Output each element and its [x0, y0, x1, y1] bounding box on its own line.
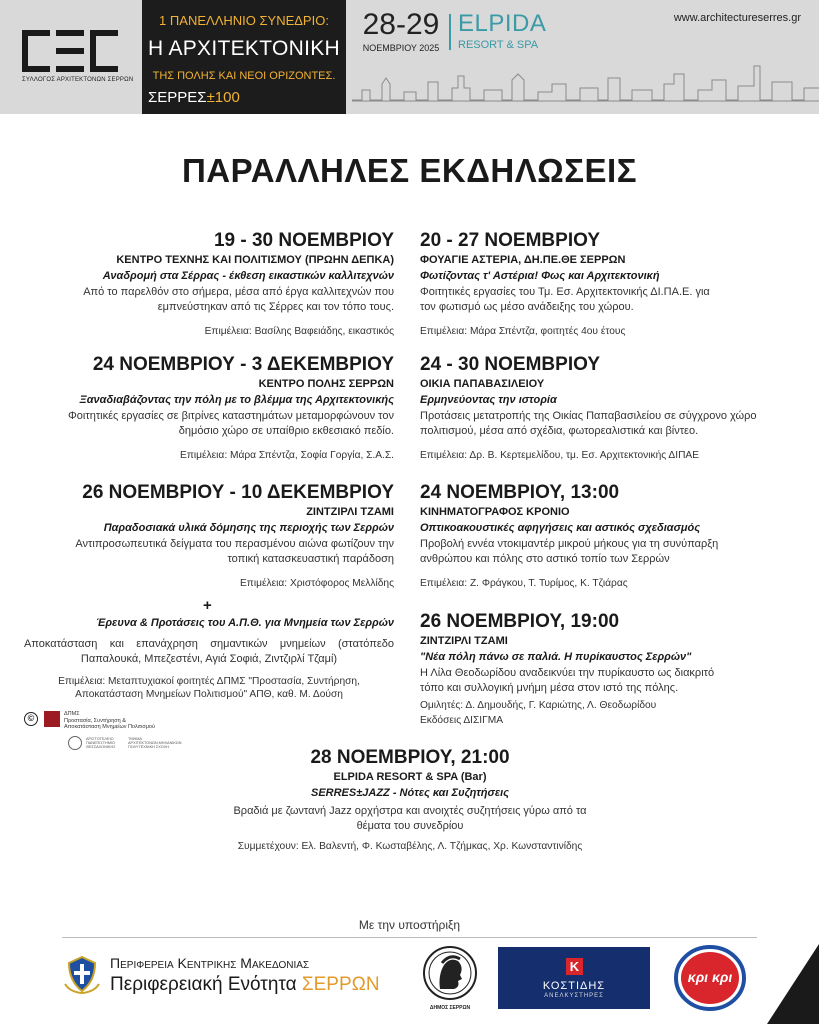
conference-line3: ΤΗΣ ΠΟΛΗΣ ΚΑΙ ΝΕΟΙ ΟΡΙΖΟΝΤΕΣ. — [152, 70, 336, 82]
event-curator: Επιμέλεια: Μάρα Σπέντζα, φοιτητές 4ου έτους — [420, 326, 626, 337]
region-line2 — [110, 974, 380, 996]
desc-line: Από το παρελθόν στο σήμερα, μέσα από έργα καλλιτεχνών που — [83, 286, 394, 298]
event-description — [420, 537, 800, 567]
curator-line: Επιμέλεια: Μεταπτυχιακοί φοιτητές ΔΠΜΣ "Προστασία, Συντήρηση, — [58, 676, 360, 687]
dept-line: ΠΟΛΥΤΕΧΝΙΚΗ ΣΧΟΛΗ — [128, 745, 169, 750]
event-subtitle: Ερμηνεύοντας την ιστορία — [420, 394, 557, 406]
corner-triangle-decoration — [767, 944, 819, 1024]
desc-line: Φοιτητικές εργασίες σε βιτρίνες καταστημάτων μεταμορφώνουν τον — [68, 410, 394, 422]
venue-name — [458, 10, 546, 51]
support-label: Με την υποστήριξη — [358, 918, 461, 932]
event-venue: ΖΙΝΤΖΙΡΛΙ ΤΖΑΜΙ — [306, 506, 394, 518]
event-card-apth — [24, 615, 394, 701]
event-date: 26 ΝΟΕΜΒΡΙΟΥ - 10 ΔΕΚΕΜΒΡΙΟΥ — [82, 482, 394, 503]
event-venue: ΦΟΥΑΓΙΕ ΑΣΤΕΡΙΑ, ΔΗ.ΠΕ.ΘΕ ΣΕΡΡΩΝ — [420, 254, 626, 266]
copyright-icon: © — [24, 712, 38, 726]
auth-line: ΠΑΝΕΠΙΣΤΗΜΙΟ — [86, 741, 115, 746]
event-subtitle: "Νέα πόλη πάνω σε παλιά. Η πυρίκαυστος Σερρών" — [420, 651, 692, 663]
desc-line: ανθρώπου και πόλης στο αστικό τοπίο των Σερρών — [420, 553, 670, 565]
plus-minus-100: ±100 — [206, 89, 240, 106]
event-curator — [24, 675, 394, 701]
desc-line: Αντιπροσωπευτικά δείγματα του περασμένου αιώνα φωτίζουν την — [75, 538, 394, 550]
dpms-logo — [24, 711, 224, 751]
auth-line: ΑΡΙΣΤΟΤΕΛΕΙΟ — [86, 737, 114, 741]
dpms-text — [64, 711, 155, 731]
website-link[interactable]: www.architectureserres.gr — [673, 12, 801, 24]
event-card — [24, 353, 394, 463]
city-skyline-illustration — [352, 54, 819, 102]
event-card — [420, 229, 800, 339]
dpms-red-square-icon — [44, 711, 60, 727]
event-card — [24, 229, 394, 339]
desc-line: τόπο και συλλογική μνήμη μέσα στον ιστό της πόλης. — [420, 682, 679, 694]
event-venue: ΚΕΝΤΡΟ ΤΕΧΝΗΣ ΚΑΙ ΠΟΛΙΤΙΣΜΟΥ (ΠΡΩΗΝ ΔΕΠΚΑ) — [116, 254, 394, 266]
event-description — [420, 285, 800, 315]
event-subtitle: Ξαναδιαβάζοντας την πόλη με το βλέμμα της Αρχιτεκτονικής — [79, 394, 394, 406]
desc-line: θέματα του συνεδρίου — [356, 820, 464, 832]
logo-text: ΣΥΛΛΟΓΟΣ ΑΡΧΙΤΕΚΤΟΝΩΝ ΣΕΡΡΩΝ — [22, 77, 134, 83]
event-card — [24, 481, 394, 591]
kostidis-logo — [498, 947, 650, 1009]
conference-line2: Η ΑΡΧΙΤΕΚΤΟΝΙΚΗ — [148, 37, 340, 60]
support-divider — [62, 937, 757, 938]
ancient-head-emblem-icon — [420, 945, 480, 1003]
event-subtitle: Οπτικοακουστικές αφηγήσεις και αστικός σχεδιασμός — [420, 522, 701, 534]
event-description — [24, 537, 394, 567]
event-date: 20 - 27 ΝΟΕΜΒΡΙΟΥ — [420, 230, 601, 251]
conference-line1: 1 ΠΑΝΕΛΛΗΝΙΟ ΣΥΝΕΔΡΙΟ: — [159, 13, 329, 28]
event-date: 19 - 30 ΝΟΕΜΒΡΙΟΥ — [213, 230, 394, 251]
auth-seal-icon — [68, 736, 82, 750]
sas-logo-mark — [22, 30, 122, 72]
desc-line: δημόσιο χώρο σε υπαίθριο εκθεσιακό πεδίο. — [178, 425, 394, 437]
event-card-center — [190, 746, 630, 854]
kostidis-subtitle: ΑΝΕΛΚΥΣΤΗΡΕΣ — [544, 993, 604, 999]
auth-line: ΘΕΣΣΑΛΟΝΙΚΗΣ — [86, 745, 116, 750]
header-banner — [0, 0, 819, 114]
region-serres-text: ΣΕΡΡΩΝ — [301, 974, 380, 995]
plus-sign: + — [203, 597, 212, 614]
desc-line: Βραδιά με ζωντανή Jazz ορχήστρα και ανοιχτές συζητήσεις γύρω από τα — [233, 805, 587, 817]
kostidis-k-icon: K — [566, 958, 583, 975]
region-line1: Περιφερεια Κεντρικης Μακεδονιας — [110, 955, 310, 971]
desc-line: Η Λίλα Θεοδωρίδου αναδεικνύει την πυρίκαυστο ως διακριτό — [420, 667, 715, 679]
event-card — [420, 481, 800, 591]
desc-line: τοπική κατασκευαστική παράδοση — [227, 553, 394, 565]
event-date: 26 ΝΟΕΜΒΡΙΟΥ, 19:00 — [420, 611, 620, 632]
event-date: 24 ΝΟΕΜΒΡΙΟΥ - 3 ΔΕΚΕΜΒΡΙΟΥ — [92, 354, 394, 375]
event-date: 28 ΝΟΕΜΒΡΙΟΥ, 21:00 — [310, 747, 510, 768]
desc-line: Αποκατάσταση και επανάχρηση σημαντικών μνημείων (στατόπεδο — [24, 638, 394, 650]
municipality-logo — [420, 945, 480, 1011]
event-description — [24, 637, 394, 667]
dept-line: ΑΡΧΙΤΕΚΤΟΝΩΝ ΜΗΧΑΝΙΚΩΝ — [128, 741, 182, 746]
event-subtitle: Φωτίζοντας τ' Αστέρια! Φως και Αρχιτεκτονική — [420, 270, 660, 282]
desc-line: εμπνεύστηκαν από τις Σέρρες και τον τόπο τους. — [157, 301, 394, 313]
dpms-line: Αποκατάσταση Μνημείων Πολιτισμού — [64, 724, 155, 730]
event-subtitle: Αναδρομή στα Σέρρας - έκθεση εικαστικών καλλιτεχνών — [102, 270, 394, 282]
dates-month-year: ΝΟΕΜΒΡΙΟΥ 2025 — [362, 43, 440, 53]
event-curator: Επιμέλεια: Βασίλης Βαφειάδης, εικαστικός — [204, 326, 394, 337]
auth-text — [86, 737, 116, 750]
venue-divider — [449, 14, 451, 50]
dept-text — [128, 737, 182, 750]
dpms-line: Προστασία, Συντήρηση & — [64, 717, 126, 724]
serres-word: ΣΕΡΡΕΣ — [148, 89, 207, 106]
event-venue: ΟΙΚΙΑ ΠΑΠΑΒΑΣΙΛΕΙΟΥ — [420, 378, 545, 390]
event-subtitle: Παραδοσιακά υλικά δόμησης της περιοχής των Σερρών — [103, 522, 394, 534]
conference-dates — [358, 8, 444, 53]
greek-coat-of-arms-icon — [62, 954, 102, 994]
event-speakers: Ομιλητές: Δ. Δημουδής, Γ. Καριώτης, Λ. Θεοδωρίδου — [420, 700, 657, 711]
venue-line1: ELPIDA — [458, 10, 547, 37]
event-description — [420, 666, 800, 696]
region-sponsor-logo — [62, 952, 407, 1000]
event-participants: Συμμετέχουν: Ελ. Βαλεντή, Φ. Κωσταβέλης, Λ. Τζήμκας, Χρ. Κωνσταντινίδης — [237, 841, 583, 852]
conference-line4 — [148, 89, 240, 106]
krikri-logo — [674, 945, 746, 1011]
event-description — [24, 409, 394, 439]
event-date: 24 - 30 ΝΟΕΜΒΡΙΟΥ — [420, 354, 601, 375]
event-curator: Επιμέλεια: Ζ. Φράγκου, Τ. Τυρίμος, Κ. Τζιάρας — [420, 578, 628, 589]
desc-line: πολιτισμού, μέσα από σχέδια, φωτορεαλιστικά και βίντεο. — [420, 425, 699, 437]
event-date: 24 ΝΟΕΜΒΡΙΟΥ, 13:00 — [420, 482, 620, 503]
event-venue: ΚΕΝΤΡΟ ΠΟΛΗΣ ΣΕΡΡΩΝ — [258, 378, 394, 390]
region-unit-text: Περιφερειακή Ενότητα — [110, 974, 302, 995]
event-description — [24, 285, 394, 315]
association-logo — [22, 30, 134, 83]
event-subtitle: SERRES±JAZZ - Νότες και Συζητήσεις — [310, 787, 510, 799]
venue-line2: RESORT & SPA — [458, 39, 539, 51]
event-venue: ΚΙΝΗΜΑΤΟΓΡΑΦΟΣ ΚΡΟΝΙΟ — [420, 506, 570, 518]
event-curator: Επιμέλεια: Χριστόφορος Μελλίδης — [240, 578, 394, 589]
desc-line: Φοιτητικές εργασίες του Τμ. Εσ. Αρχιτεκτονικής ΔΙ.ΠΑ.Ε. για — [420, 286, 710, 298]
kostidis-name: ΚΟΣΤΙΔΗΣ — [542, 980, 606, 992]
event-venue: ELPIDA RESORT & SPA (Bar) — [333, 771, 487, 783]
event-publisher: Εκδόσεις ΔΙΣΙΓΜΑ — [420, 715, 504, 726]
event-card — [420, 353, 800, 463]
page-title: ΠΑΡΑΛΛΗΛΕΣ ΕΚΔΗΛΩΣΕΙΣ — [181, 152, 638, 189]
dpms-line: ΔΠΜΣ — [64, 711, 80, 717]
dept-line: ΤΜΗΜΑ — [128, 737, 142, 741]
municipality-name: ΔΗΜΟΣ ΣΕΡΡΩΝ — [429, 1005, 471, 1011]
dates-days: 28-29 — [362, 8, 440, 41]
krikri-text: κρι κρι — [687, 969, 733, 985]
event-curator: Επιμέλεια: Δρ. Β. Κερτεμελίδου, τμ. Εσ. Αρχιτεκτονικής ΔΙΠΑΕ — [420, 450, 700, 461]
event-curator: Επιμέλεια: Μάρα Σπέντζα, Σοφία Γοργία, Σ.Α.Σ. — [180, 450, 394, 461]
conference-title-box — [142, 0, 346, 114]
event-venue: ΖΙΝΤΖΙΡΛΙ ΤΖΑΜΙ — [420, 635, 508, 647]
desc-line: τον φωτισμό ως μέσο ανάδειξης του χώρου. — [420, 301, 634, 313]
desc-line: Παπαλουκά, Μπεζεστένι, Αγιά Σοφιά, Ζιντζιρλί Τζαμί) — [80, 653, 338, 665]
event-description — [190, 804, 630, 834]
event-card — [420, 610, 800, 728]
desc-line: Προτάσεις μετατροπής της Οικίας Παπαβασιλείου σε σύγχρονο χώρο — [420, 410, 757, 422]
event-description — [420, 409, 800, 439]
desc-line: Προβολή εννέα ντοκιμαντέρ μικρού μήκους για τη συνύπαρξη — [420, 538, 719, 550]
event-subtitle: Έρευνα & Προτάσεις του Α.Π.Θ. για Μνημεία των Σερρών — [96, 617, 394, 629]
curator-line: Αποκατάσταση Μνημείων Πολιτισμού" ΑΠΘ, καθ. Μ. Δούση — [75, 689, 343, 700]
